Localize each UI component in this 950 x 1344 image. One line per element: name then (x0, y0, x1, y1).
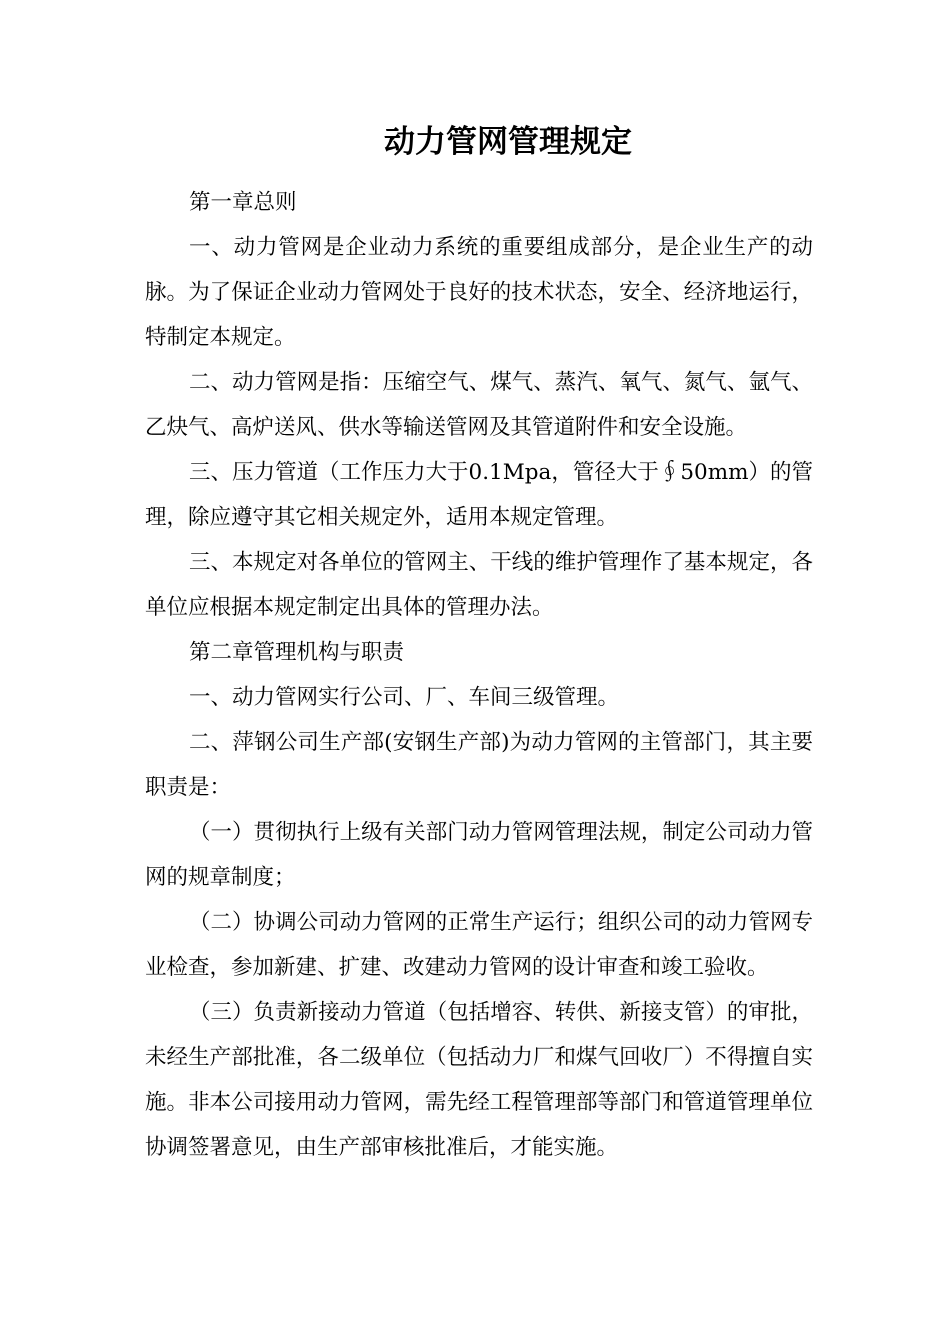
paragraph: 一、动力管网实行公司、厂、车间三级管理。 (189, 685, 620, 710)
paragraph: 一、动力管网是企业动力系统的重要组成部分，是企业生产的动脉。为了保证企业动力管网处于良好的技术状态，安全、经济地运行，特制定本规定。 (145, 235, 813, 350)
chapter-heading-2: 第二章管理机构与职责 (189, 640, 405, 665)
paragraph: 三、本规定对各单位的管网主、干线的维护管理作了基本规定，各单位应根据本规定制定出具体的管理办法。 (145, 550, 813, 620)
paragraph: （二）协调公司动力管网的正常生产运行；组织公司的动力管网专业检查，参加新建、扩建、改建动力管网的设计审查和竣工验收。 (145, 910, 813, 980)
document-body (145, 180, 813, 1170)
chapter-heading-1: 第一章总则 (189, 190, 297, 215)
paragraph: （三）负责新接动力管道（包括增容、转供、新接支管）的审批，未经生产部批准，各二级单位（包括动力厂和煤气回收厂）不得擅自实施。非本公司接用动力管网，需先经工程管理部等部门和管道管理单位协调签署意见，由生产部审核批准后，才能实施。 (145, 1000, 813, 1160)
paragraph: 二、萍钢公司生产部(安钢生产部)为动力管网的主管部门，其主要职责是： (145, 730, 813, 800)
paragraph: （一）贯彻执行上级有关部门动力管网管理法规，制定公司动力管网的规章制度； (145, 820, 813, 890)
paragraph: 二、动力管网是指：压缩空气、煤气、蒸汽、氧气、氮气、氩气、乙炔气、高炉送风、供水等输送管网及其管道附件和安全设施。 (145, 370, 813, 440)
paragraph: 三、压力管道（工作压力大于0.1Mpa，管径大于∮50mm）的管理，除应遵守其它相关规定外，适用本规定管理。 (145, 460, 813, 530)
document-title: 动力管网管理规定 (384, 124, 632, 160)
